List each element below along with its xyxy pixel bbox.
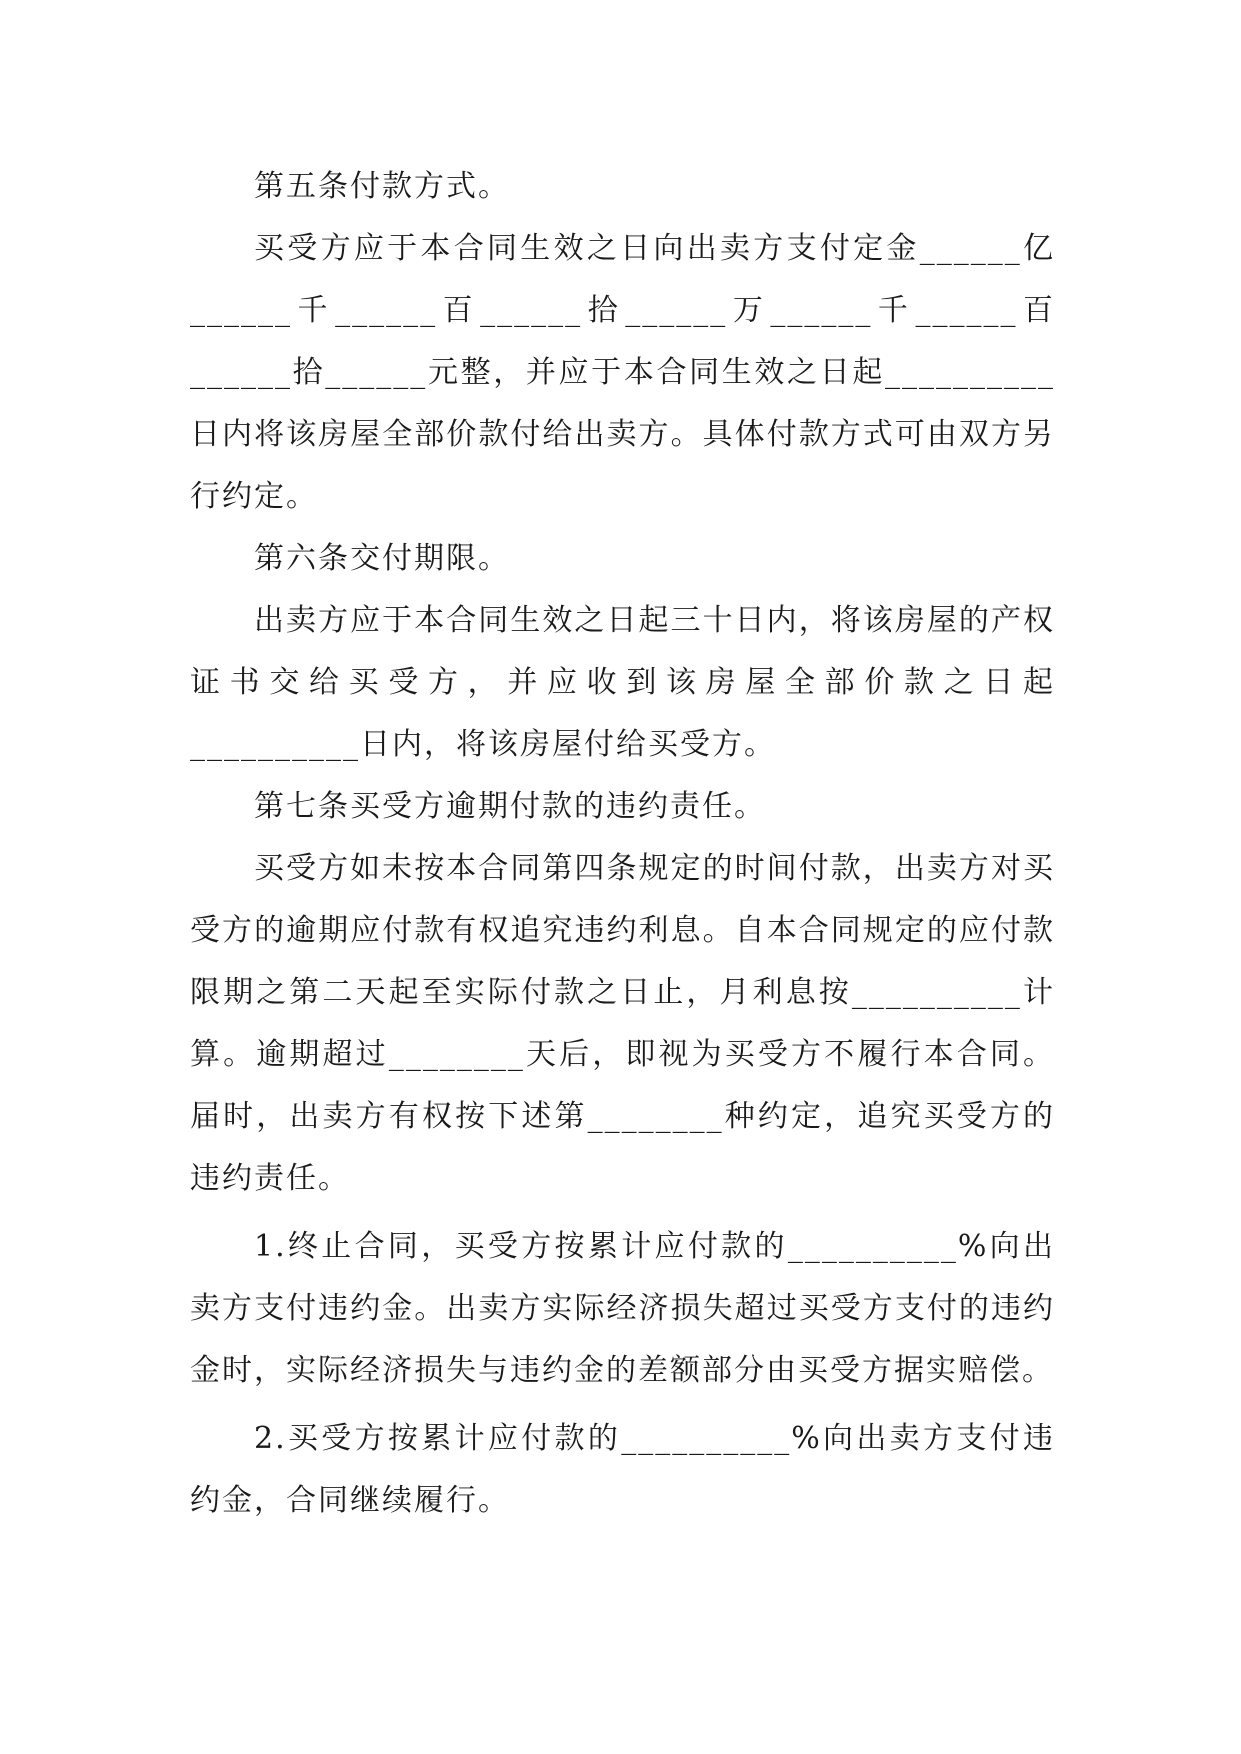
article-7-heading: 第七条买受方逾期付款的违约责任。 (254, 789, 766, 824)
article-5-heading: 第五条付款方式。 (254, 169, 510, 204)
article-6-heading: 第六条交付期限。 (254, 541, 510, 576)
article-7-option-1: 1.终止合同，买受方按累计应付款的__________%向出卖方支付违约金。出卖方实际经济损失超过买受方支付的违约金时，实际经济损失与违约金的差额部分由买受方据实赔偿。 (190, 1229, 1055, 1388)
article-6-paragraph: 出卖方应于本合同生效之日起三十日内，将该房屋的产权证书交给买受方，并应收到该房屋全部价款之日起__________日内，将该房屋付给买受方。 (190, 603, 1055, 762)
article-7-paragraph: 买受方如未按本合同第四条规定的时间付款，出卖方对买受方的逾期应付款有权追究违约利息。自本合同规定的应付款限期之第二天起至实际付款之日止，月利息按__________计算。逾期超过________天后，即视为买受方不履行本合同。届时，出卖方有权按下述第________种约定，追究买受方的违约责任。 (190, 851, 1055, 1196)
article-7-option-2: 2.买受方按累计应付款的__________%向出卖方支付违约金，合同继续履行。 (190, 1421, 1055, 1518)
article-5-paragraph: 买受方应于本合同生效之日向出卖方支付定金______亿______千______百______拾______万______千______百______拾______元整，并应于本合同生效之日起__________日内将该房屋全部价款付给出卖方。具体付款方式可由双方另行约定。 (190, 231, 1055, 514)
contract-body (190, 156, 1055, 1532)
